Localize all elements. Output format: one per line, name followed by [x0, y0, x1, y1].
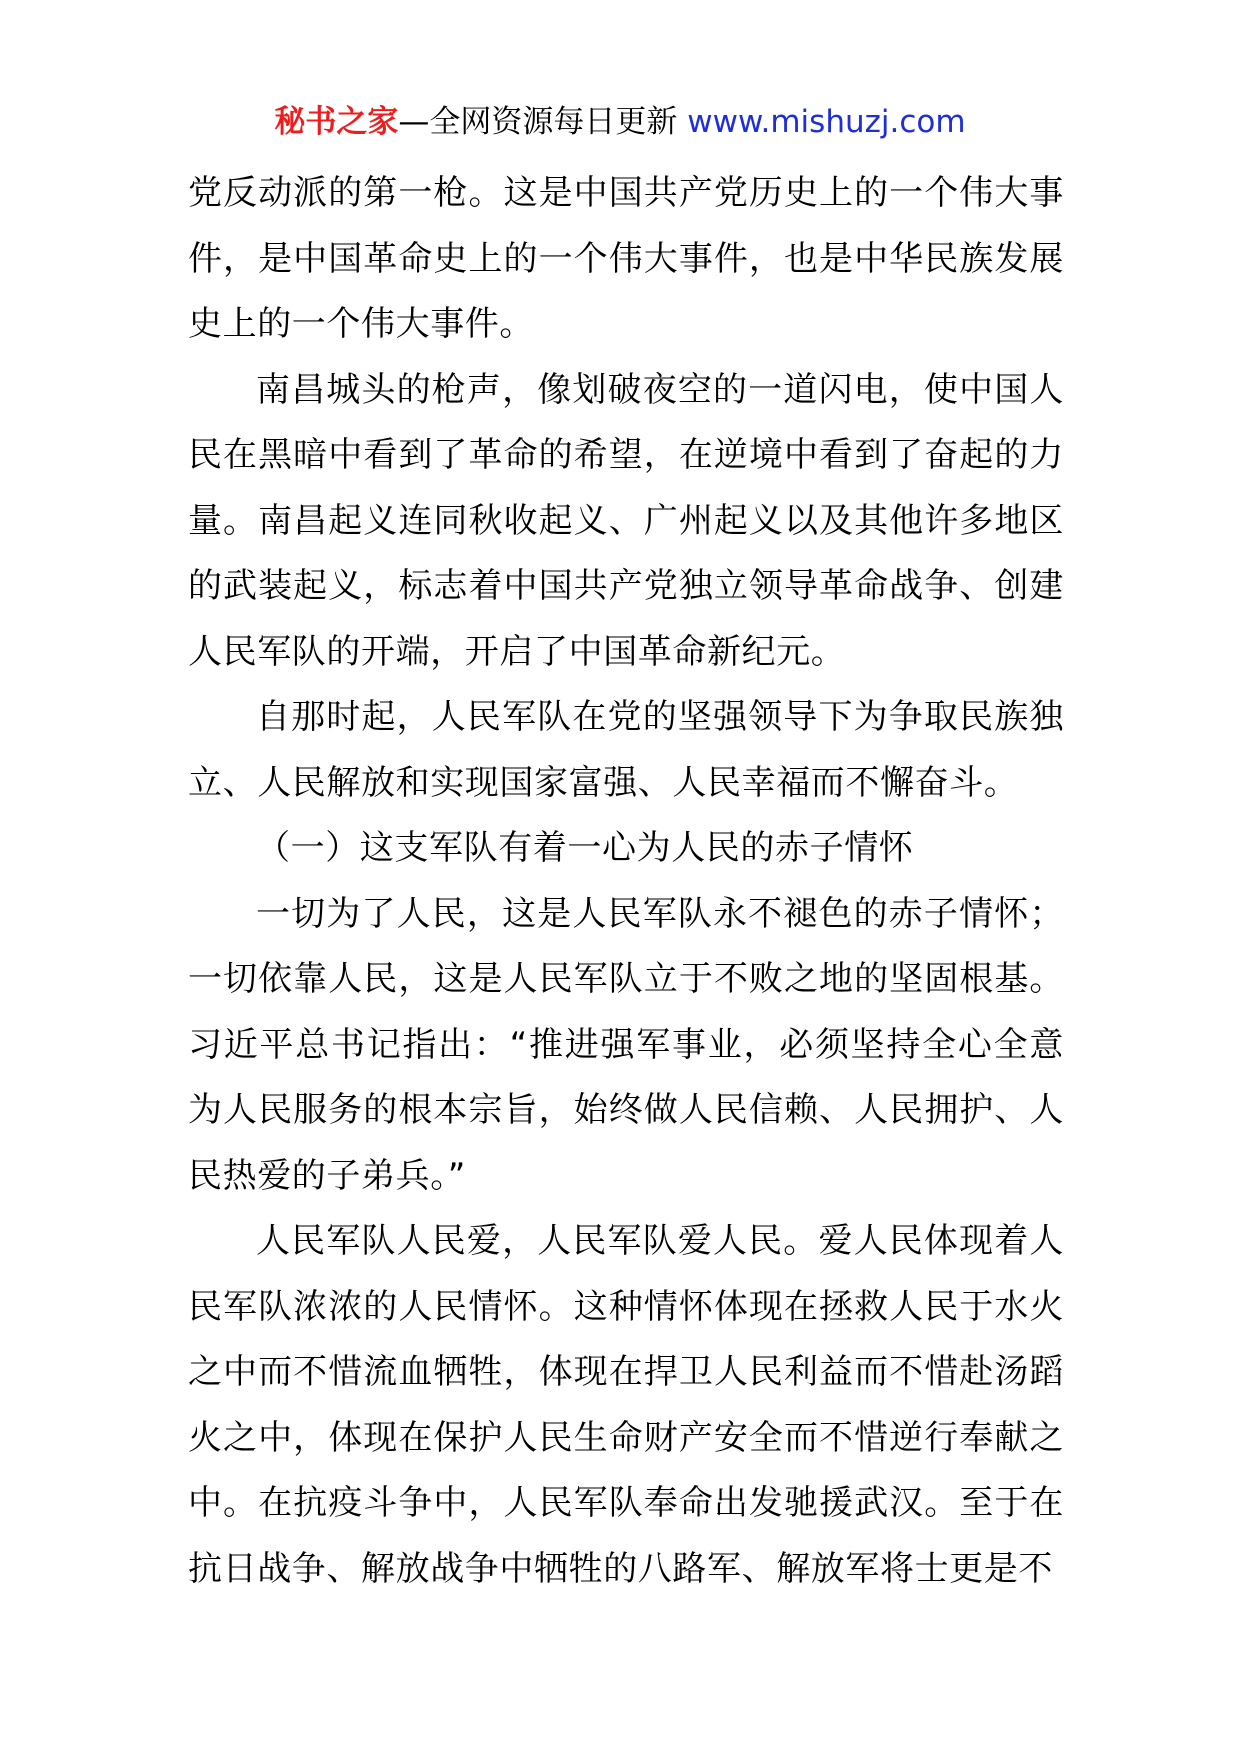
header-url-link[interactable]: www.mishuzj.com [687, 104, 966, 140]
paragraph-continuation: 党反动派的第一枪。这是中国共产党历史上的一个伟大事件，是中国革命史上的一个伟大事件，也是中华民族发展史上的一个伟大事件。 [188, 173, 1064, 344]
document-body [188, 161, 1064, 1602]
page-header [0, 102, 1240, 142]
header-slogan: —全网资源每日更新 [398, 104, 678, 140]
paragraph-army-loves-people: 人民军队人民爱，人民军队爱人民。爱人民体现着人民军队浓浓的人民情怀。这种情怀体现在拯救人民于水火之中而不惜流血牺牲，体现在捍卫人民利益而不惜赴汤蹈火之中，体现在保护人民生命财产安全而不惜逆行奉献之中。在抗疫斗争中，人民军队奉命出发驰援武汉。至于在抗日战争、解放战争中牺牲的八路军、解放军将士更是不 [188, 1221, 1064, 1589]
paragraph-nanchang-gunshot: 南昌城头的枪声，像划破夜空的一道闪电，使中国人民在黑暗中看到了革命的希望，在逆境中看到了奋起的力量。南昌起义连同秋收起义、广州起义以及其他许多地区的武装起义，标志着中国共产党独立领导革命战争、创建人民军队的开端，开启了中国革命新纪元。 [188, 369, 1064, 672]
section-heading-1: （一）这支军队有着一心为人民的赤子情怀 [256, 828, 914, 868]
brand-name: 秘书之家 [274, 104, 399, 140]
paragraph-since-then: 自那时起，人民军队在党的坚强领导下为争取民族独立、人民解放和实现国家富强、人民幸福而不懈奋斗。 [188, 697, 1064, 803]
paragraph-for-the-people: 一切为了人民，这是人民军队永不褪色的赤子情怀；一切依靠人民，这是人民军队立于不败之地的坚固根基。习近平总书记指出：“推进强军事业，必须坚持全心全意为人民服务的根本宗旨，始终做人民信赖、人民拥护、人民热爱的子弟兵。” [188, 893, 1064, 1196]
